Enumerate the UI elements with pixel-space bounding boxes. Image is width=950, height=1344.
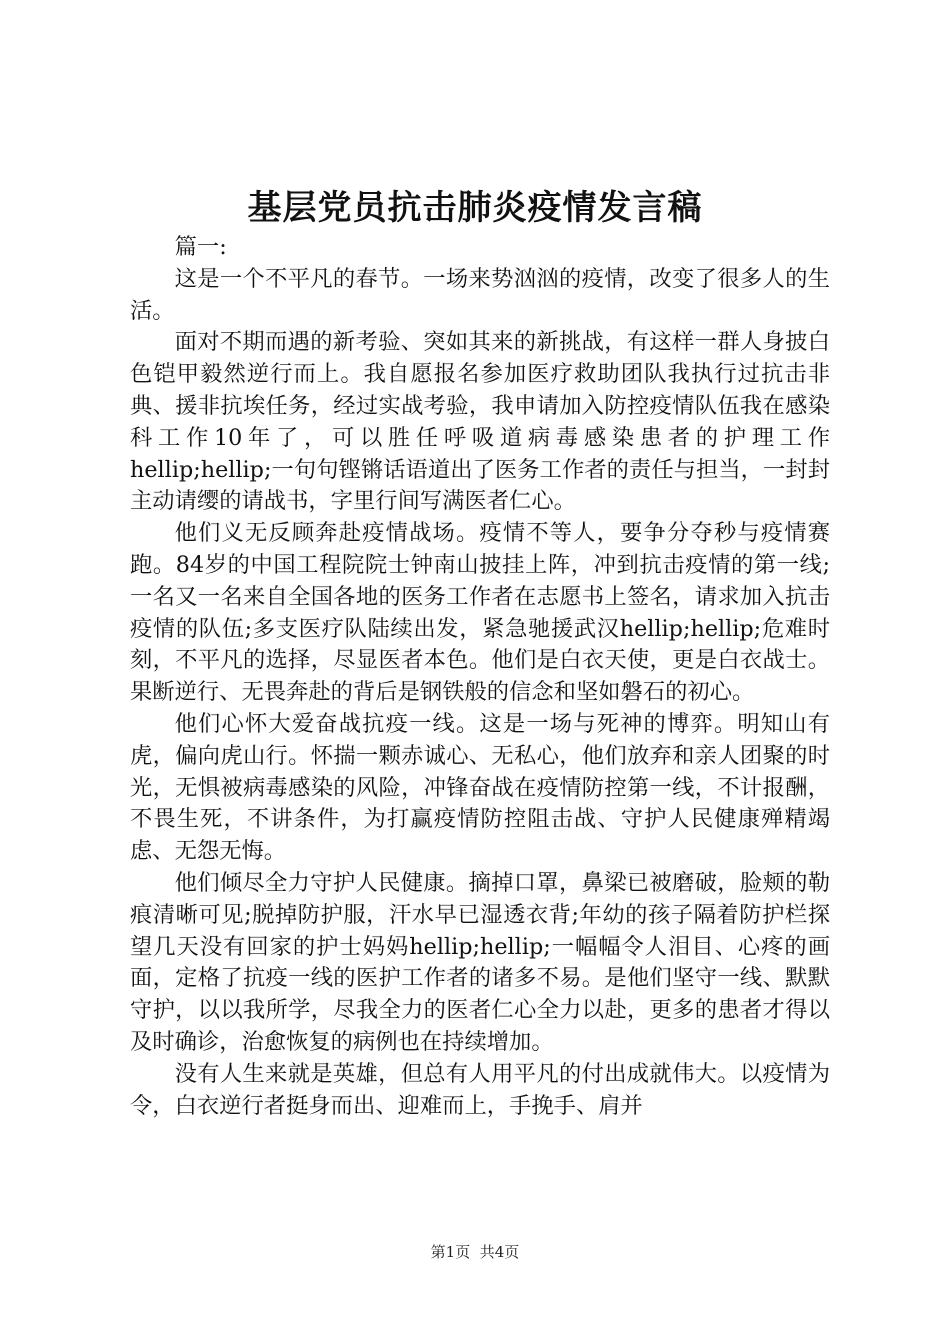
section-label: 篇一: [174, 234, 227, 260]
paragraph: 他们义无反顾奔赴疫情战场。疫情不等人，要争分夺秒与疫情赛跑。84岁的中国工程院院士钟南山披挂上阵，冲到抗击疫情的第一线;一名又一名来自全国各地的医务工作者在志愿书上签名，请求加入抗击疫情的队伍;多支医疗队陆续出发，紧急驰援武汉hellip;hellip;危难时刻，不平凡的选择，尽显医者本色。他们是白衣天使，更是白衣战士。果断逆行、无畏奔赴的背后是钢铁般的信念和坚如磐石的初心。 [130, 520, 830, 706]
page-total: 共4页 [479, 1243, 520, 1261]
page-number: 第1页 [430, 1243, 471, 1261]
page-footer [0, 1242, 950, 1262]
paragraph: 这是一个不平凡的春节。一场来势汹汹的疫情，改变了很多人的生活。 [130, 265, 830, 324]
paragraph: 他们心怀大爱奋战抗疫一线。这是一场与死神的博弈。明知山有虎，偏向虎山行。怀揣一颗赤诚心、无私心，他们放弃和亲人团聚的时光，无惧被病毒感染的风险，冲锋奋战在疫情防控第一线，不计报酬，不畏生死，不讲条件，为打赢疫情防控阻击战、守护人民健康殚精竭虑、无怨无悔。 [130, 710, 830, 865]
paragraph: 他们倾尽全力守护人民健康。摘掉口罩，鼻梁已被磨破，脸颊的勒痕清晰可见;脱掉防护服，汗水早已湿透衣背;年幼的孩子隔着防护栏探望几天没有回家的护士妈妈hellip;hellip;一幅幅令人泪目、心疼的画面，定格了抗疫一线的医护工作者的诸多不易。是他们坚守一线、默默守护，以以我所学，尽我全力的医者仁心全力以赴，更多的患者才得以及时确诊，治愈恢复的病例也在持续增加。 [130, 869, 830, 1055]
document-body [130, 232, 830, 1122]
paragraph: 没有人生来就是英雄，但总有人用平凡的付出成就伟大。以疫情为令，白衣逆行者挺身而出、迎难而上，手挽手、肩并 [130, 1060, 830, 1119]
paragraph: 面对不期而遇的新考验、突如其来的新挑战，有这样一群人身披白色铠甲毅然逆行而上。我自愿报名参加医疗救助团队我执行过抗击非典、援非抗埃任务，经过实战考验，我申请加入防控疫情队伍我在感染科工作10年了，可以胜任呼吸道病毒感染患者的护理工作hellip;hellip;一句句铿锵话语道出了医务工作者的责任与担当，一封封主动请缨的请战书，字里行间写满医者仁心。 [130, 329, 830, 515]
document-title: 基层党员抗击肺炎疫情发言稿 [247, 188, 703, 228]
